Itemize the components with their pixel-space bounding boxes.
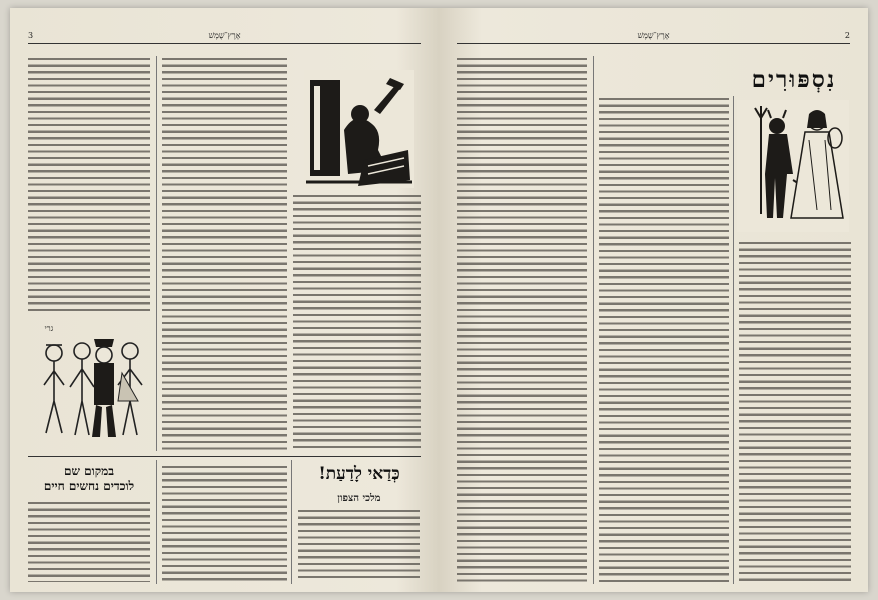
running-head	[457, 28, 850, 40]
header-rule	[28, 43, 421, 44]
section-divider	[28, 456, 421, 457]
text-column	[293, 193, 421, 451]
text-column	[162, 56, 287, 451]
devil-and-woman-illustration	[737, 100, 849, 232]
column-rule	[156, 56, 157, 451]
running-title: אֶרֶץ־שֶׁמֶשׁ	[208, 31, 241, 40]
page-number: 3	[28, 31, 34, 40]
heading-line-2: לוכדים נחשים חיים	[43, 479, 135, 493]
heading-line-1: במקום שם	[63, 464, 115, 478]
miner-woodcut-illustration	[304, 70, 414, 188]
text-column	[298, 508, 420, 582]
text-column	[599, 96, 729, 584]
section-heading	[28, 464, 150, 494]
running-title: אֶרֶץ־שֶׁמֶשׁ	[637, 31, 670, 40]
text-column	[739, 240, 851, 584]
magazine-spread	[10, 8, 868, 592]
section-subtitle: מלכי הצפון	[337, 493, 381, 504]
running-head	[28, 28, 421, 40]
header-rule	[457, 43, 850, 44]
text-column	[28, 56, 150, 314]
section-title: כְּדַאי לָדַעַת!	[318, 464, 400, 484]
section-title: נִסְפּוּרִים	[751, 66, 837, 93]
text-column	[457, 56, 587, 584]
page-2	[439, 8, 868, 592]
column-rule	[733, 96, 734, 584]
page-3	[10, 8, 439, 592]
column-rule	[291, 460, 292, 584]
soldiers-cartoon-illustration	[32, 333, 150, 443]
column-rule	[593, 56, 594, 584]
column-rule	[156, 460, 157, 584]
page-number: 2	[844, 31, 850, 40]
author-signature: גרי	[44, 324, 54, 333]
text-column	[162, 464, 287, 582]
text-column	[28, 500, 150, 582]
